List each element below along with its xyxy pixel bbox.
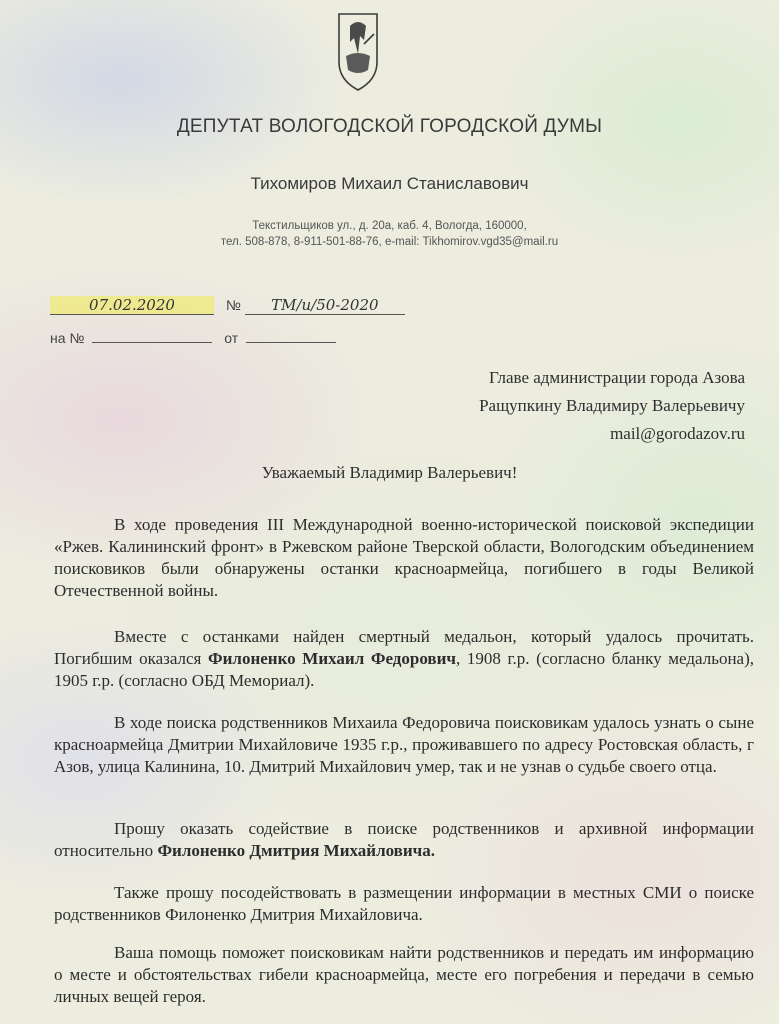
number-label: №	[225, 297, 241, 313]
paragraph-request-archive: Прошу оказать содействие в поиске родственников и архивной информации относительно Филоненко Дмитрия Михайловича.	[54, 819, 754, 860]
letterhead-title: ДЕПУТАТ ВОЛОГОДСКОЙ ГОРОДСКОЙ ДУМЫ	[176, 116, 603, 137]
addressee-position: Главе администрации города Азова	[488, 368, 745, 387]
letterhead-contacts: тел. 508-878, 8-911-501-88-76, e-mail: Tikhomirov.vgd35@mail.ru	[220, 236, 559, 248]
soldier-name: Филоненко Михаил Федорович	[208, 649, 456, 668]
letterhead-author: Тихомиров Михаил Станиславович	[250, 174, 529, 193]
incoming-reference	[50, 330, 336, 346]
addressee-name: Ращупкину Владимиру Валерьевичу	[479, 396, 745, 415]
ref-label: на №	[50, 330, 85, 346]
outgoing-number: ТМ/и/50-2020	[271, 296, 379, 314]
outgoing-date: 07.02.2020	[89, 296, 175, 314]
paragraph-expedition: В ходе проведения III Международной военно-исторической поисковой экспедиции «Ржев. Калининский фронт» в Ржевском районе Тверской области, Вологодским объединением поисковиков были обнаружены останки красноармейца, погибшего в годы Великой Отечественной войны.	[54, 515, 754, 600]
from-label: от	[224, 330, 239, 346]
son-name: Филоненко Дмитрия Михайловича.	[157, 841, 435, 860]
paragraph-help: Ваша помощь поможет поисковикам найти родственников и передать им информацию о месте и обстоятельствах гибели красноармейца, месте его погребения и передачи в семью личных вещей героя.	[54, 943, 754, 1006]
outgoing-registration	[50, 296, 405, 315]
letterhead-address: Текстильщиков ул., д. 20а, каб. 4, Вологда, 160000,	[252, 220, 527, 232]
paragraph-relatives: В ходе поиска родственников Михаила Федоровича поисковикам удалось узнать о сыне красноармейца Дмитрии Михайловиче 1935 г.р., проживавшего по адресу Ростовская область, г Азов, улица Калинина, 10. Дмитрий Михайлович умер, так и не узнав о судьбе своего отца.	[54, 713, 754, 776]
vologda-coat-of-arms-icon	[336, 10, 380, 96]
salutation: Уважаемый Владимир Валерьевич!	[261, 463, 518, 482]
addressee-email: mail@gorodazov.ru	[610, 424, 745, 443]
paragraph-request-media: Также прошу посодействовать в размещении информации в местных СМИ о поиске родственников Филоненко Дмитрия Михайловича.	[54, 883, 754, 924]
paragraph-medallion: Вместе с останками найден смертный медальон, который удалось прочитать. Погибшим оказался Филоненко Михаил Федорович, 1908 г.р. (согласно бланку медальона), 1905 г.р. (согласно ОБД Мемориал).	[54, 627, 754, 690]
